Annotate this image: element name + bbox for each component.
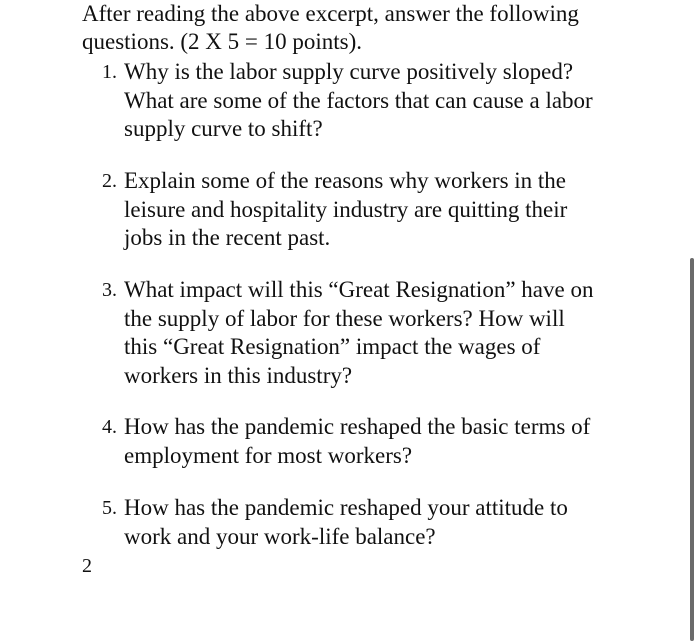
instructions-line: After reading the above excerpt, answer the following — [82, 1, 579, 26]
question-item-5 — [102, 494, 642, 551]
vertical-scrollbar[interactable] — [690, 258, 694, 641]
question-line: this “Great Resignation” impact the wages of — [124, 334, 541, 359]
question-text — [124, 413, 642, 470]
question-line: jobs in the recent past. — [124, 225, 331, 250]
question-number: 4. — [102, 416, 117, 438]
question-line: Why is the labor supply curve positively sloped? — [124, 59, 574, 84]
question-number: 1. — [102, 61, 117, 83]
question-text — [124, 58, 642, 144]
question-number: 5. — [102, 497, 117, 519]
question-line: Explain some of the reasons why workers in the — [124, 168, 567, 193]
question-line: supply curve to shift? — [124, 116, 323, 141]
question-line: What impact will this “Great Resignation” have on — [124, 277, 594, 302]
question-line: leisure and hospitality industry are quitting their — [124, 196, 568, 222]
question-line: work and your work-life balance? — [124, 523, 436, 549]
question-item-3 — [102, 276, 642, 390]
question-line: workers in this industry? — [124, 362, 353, 388]
question-number: 2. — [102, 170, 117, 192]
question-line: How has the pandemic reshaped your attitude to — [124, 495, 568, 520]
question-item-2 — [102, 167, 642, 253]
page-number: 2 — [82, 555, 92, 577]
question-text — [124, 167, 642, 253]
question-item-1 — [102, 58, 642, 144]
question-number: 3. — [102, 279, 117, 301]
question-line: employment for most workers? — [124, 442, 413, 468]
question-item-4 — [102, 413, 642, 470]
question-line: the supply of labor for these workers? How will — [124, 305, 565, 331]
instructions-paragraph — [82, 0, 642, 56]
question-text — [124, 276, 642, 390]
question-line: How has the pandemic reshaped the basic terms of — [124, 414, 591, 439]
question-line: What are some of the factors that can cause a labor — [124, 87, 593, 113]
instructions-line: questions. (2 X 5 = 10 points). — [82, 29, 363, 54]
question-text — [124, 494, 642, 551]
